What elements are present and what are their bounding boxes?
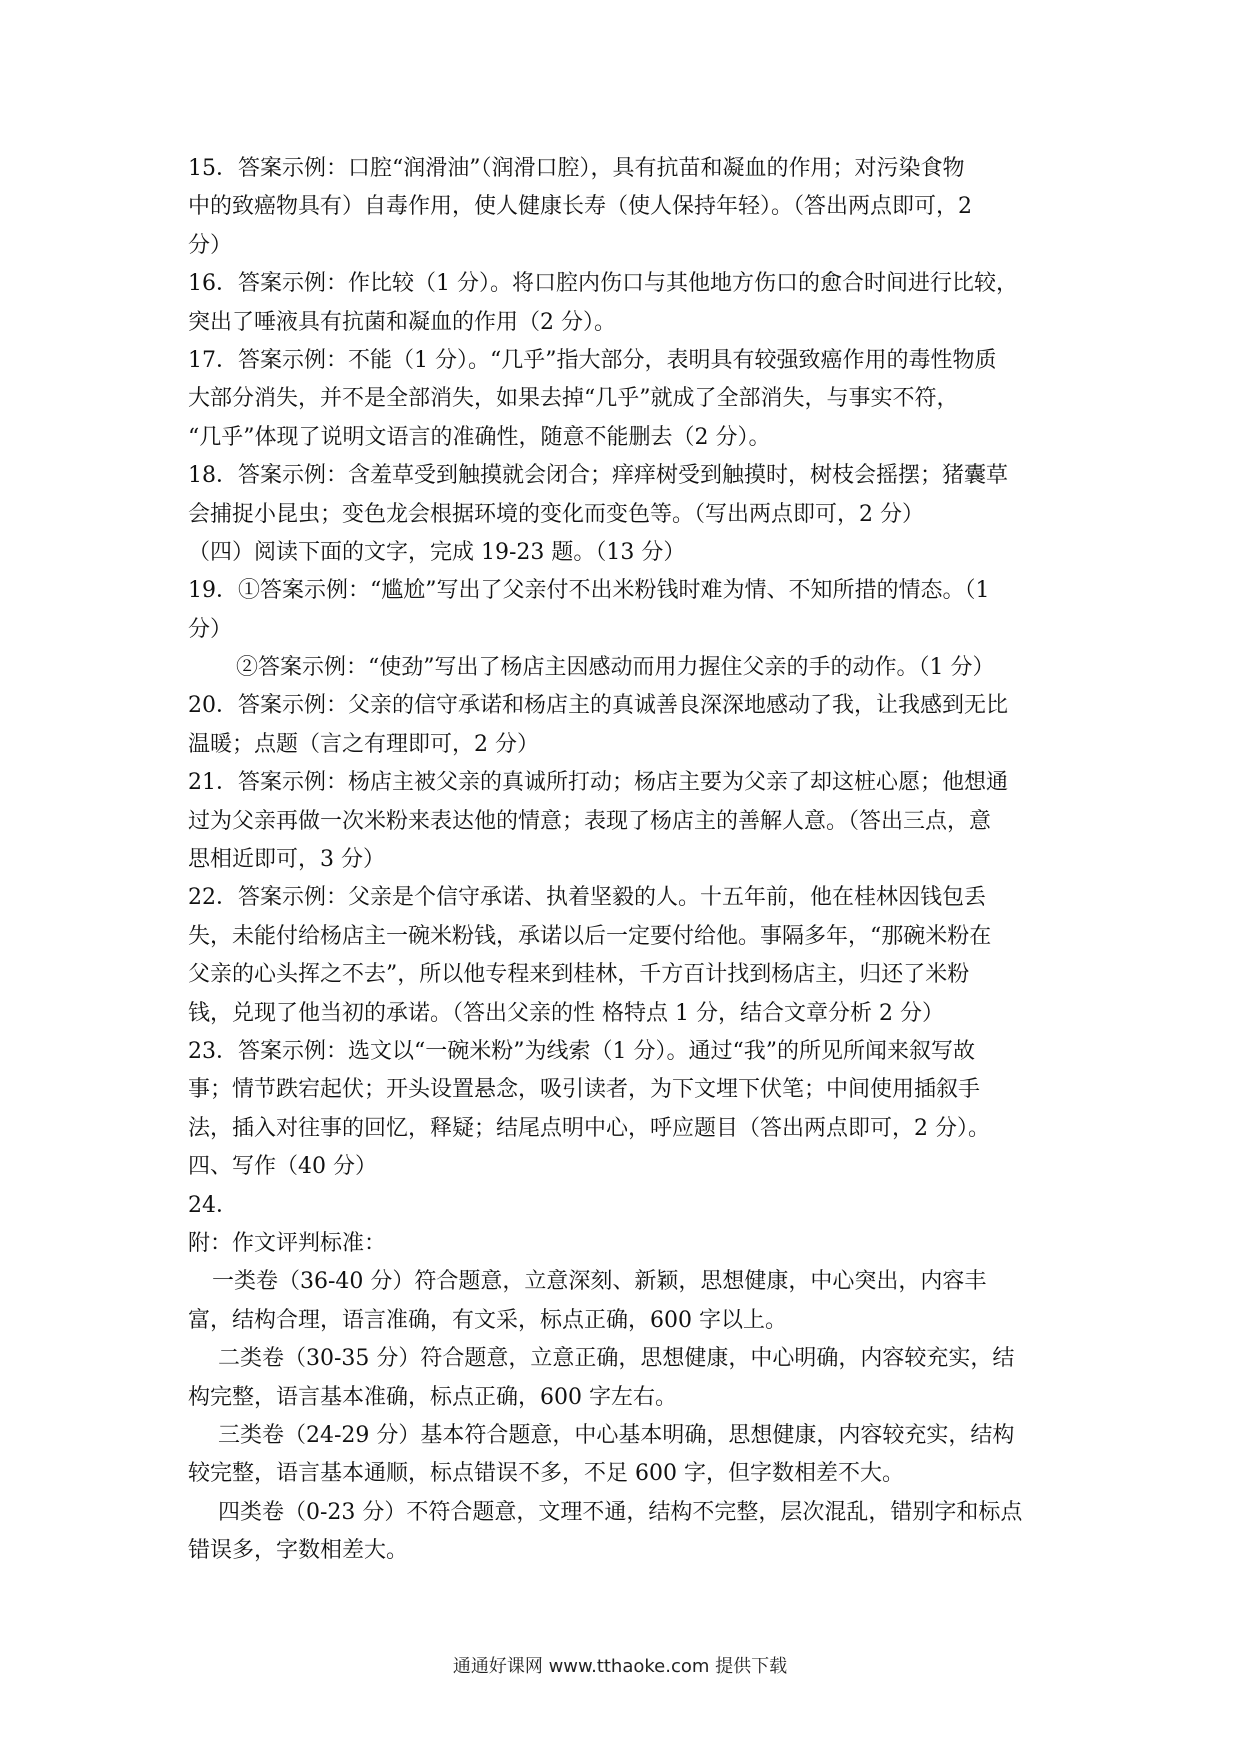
text-line: 15．答案示例：口腔“润滑油”（润滑口腔），具有抗苗和凝血的作用；对污染食物 <box>188 156 965 181</box>
text-line: 17．答案示例：不能（1 分）。“几乎”指大部分，表明具有较强致癌作用的毒性物质 <box>188 347 997 373</box>
text-line: 中的致癌物具有）自毒作用，使人健康长寿（使人保持年轻）。（答出两点即可，2 <box>188 194 972 220</box>
text-line: 失，未能付给杨店主一碗米粉钱，承诺以后一定要付给他。事隔多年，“那碗米粉在 <box>188 923 992 949</box>
text-line: 大部分消失，并不是全部消失，如果去掉“几乎”就成了全部消失，与事实不符， <box>188 386 959 412</box>
text-line: 温暖；点题（言之有理即可，2 分） <box>188 731 539 757</box>
text-line: 20．答案示例：父亲的信守承诺和杨店主的真诚善良深深地感动了我，让我感到无比 <box>188 693 1008 719</box>
text-line: 分） <box>188 616 233 642</box>
text-line: 23．答案示例：选文以“一碗米粉”为线索（1 分）。通过“我”的所见所闻来叙写故 <box>188 1038 975 1064</box>
text-line: “几乎”体现了说明文语言的准确性，随意不能删去（2 分）。 <box>188 424 771 450</box>
text-line: 父亲的心头挥之不去”，所以他专程来到桂林，千方百计找到杨店主，归还了米粉 <box>188 962 970 988</box>
text-line: 过为父亲再做一次米粉来表达他的情意；表现了杨店主的善解人意。（答出三点，意 <box>188 808 992 834</box>
grading-criteria-line: 三类卷（24-29 分）基本符合题意，中心基本明确，思想健康，内容较充实，结构 <box>218 1422 1015 1448</box>
text-line: 法，插入对往事的回忆，释疑；结尾点明中心，呼应题目（答出两点即可，2 分）。 <box>188 1115 990 1141</box>
grading-criteria-line: 四类卷（0-23 分）不符合题意，文理不通，结构不完整，层次混乱，错别字和标点 <box>218 1499 1023 1525</box>
grading-criteria-line: 较完整，语言基本通顺，标点错误不多，不足 600 字，但字数相差不大。 <box>188 1461 904 1487</box>
grading-criteria-line: 错误多，字数相差大。 <box>188 1538 409 1564</box>
text-line: 事；情节跌宕起伏；开头设置悬念，吸引读者，为下文埋下伏笔；中间使用插叙手 <box>188 1077 981 1103</box>
section-heading: 四、写作（40 分） <box>188 1154 377 1180</box>
text-line: 思相近即可，3 分） <box>188 847 385 873</box>
text-line: 分） <box>188 232 233 258</box>
text-line: 24． <box>188 1192 238 1218</box>
grading-criteria-line: 一类卷（36-40 分）符合题意，立意深刻、新颖，思想健康，中心突出，内容丰 <box>212 1269 987 1295</box>
grading-criteria-line: 富，结构合理，语言准确，有文采，标点正确，600 字以上。 <box>188 1307 787 1333</box>
text-line: 21．答案示例：杨店主被父亲的真诚所打动；杨店主要为父亲了却这桩心愿；他想通 <box>188 770 1008 796</box>
grading-criteria-line: 二类卷（30-35 分）符合题意，立意正确，思想健康，中心明确，内容较充实，结 <box>218 1346 1015 1372</box>
text-line: 会捕捉小昆虫；变色龙会根据环境的变化而变色等。（写出两点即可，2 分） <box>188 501 924 527</box>
text-line: 16．答案示例：作比较（1 分）。将口腔内伤口与其他地方伤口的愈合时间进行比较， <box>188 271 1018 297</box>
section-heading: （四）阅读下面的文字，完成 19-23 题。（13 分） <box>188 539 686 565</box>
answer-key-body <box>188 150 1068 1570</box>
grading-criteria-line: 构完整，语言基本准确，标点正确，600 字左右。 <box>188 1384 677 1410</box>
text-line: 突出了唾液具有抗菌和凝血的作用（2 分）。 <box>188 309 616 335</box>
text-line: 附：作文评判标准： <box>188 1230 387 1256</box>
text-line: 钱，兑现了他当初的承诺。（答出父亲的性 格特点 1 分，结合文章分析 2 分） <box>188 1000 944 1026</box>
page-footer: 通通好课网 www.tthaoke.com 提供下载 <box>452 1656 788 1677</box>
text-line: 19．①答案示例：“尴尬”写出了父亲付不出米粉钱时难为情、不知所措的情态。（1 <box>188 578 990 604</box>
text-line: 22．答案示例：父亲是个信守承诺、执着坚毅的人。十五年前，他在桂林因钱包丢 <box>188 885 986 911</box>
text-line: 18．答案示例：含羞草受到触摸就会闭合；痒痒树受到触摸时，树枝会摇摆；猪囊草 <box>188 463 1008 489</box>
text-line: ②答案示例：“使劲”写出了杨店主因感动而用力握住父亲的手的动作。（1 分） <box>236 655 995 681</box>
